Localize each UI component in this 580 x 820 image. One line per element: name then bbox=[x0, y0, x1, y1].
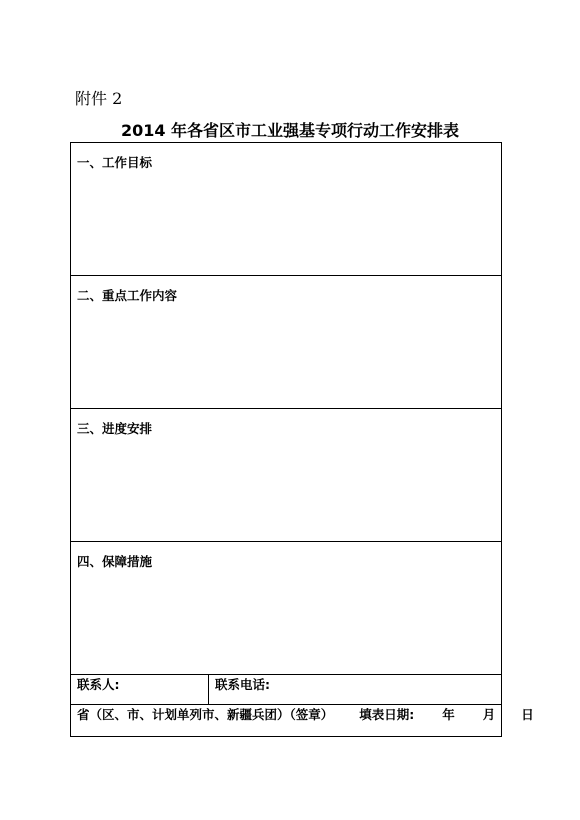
section-work-goals[interactable] bbox=[71, 143, 502, 276]
attachment-label: 附件 2 bbox=[75, 89, 123, 108]
contact-phone-field[interactable] bbox=[209, 675, 502, 705]
date-year-label: 年 bbox=[442, 707, 455, 722]
section-schedule[interactable] bbox=[71, 409, 502, 542]
section-label: 三、进度安排 bbox=[77, 421, 153, 436]
contact-phone-label: 联系电话: bbox=[215, 677, 270, 692]
signature-row bbox=[71, 705, 534, 737]
work-plan-form bbox=[70, 142, 534, 737]
section-label: 二、重点工作内容 bbox=[77, 288, 178, 303]
org-signature-label: 省（区、市、计划单列市、新疆兵团）（签章） bbox=[77, 707, 334, 722]
section-safeguards[interactable] bbox=[71, 542, 502, 675]
section-label: 一、工作目标 bbox=[77, 155, 153, 170]
date-day-label: 日 bbox=[521, 707, 534, 722]
contact-person-field[interactable] bbox=[71, 675, 209, 705]
document-title: 2014 年各省区市工业强基专项行动工作安排表 bbox=[120, 121, 460, 140]
date-month-label: 月 bbox=[482, 707, 496, 722]
section-key-tasks[interactable] bbox=[71, 276, 502, 409]
fill-date-label: 填表日期: bbox=[359, 707, 415, 722]
section-label: 四、保障措施 bbox=[77, 554, 153, 569]
contact-person-label: 联系人: bbox=[77, 677, 120, 692]
